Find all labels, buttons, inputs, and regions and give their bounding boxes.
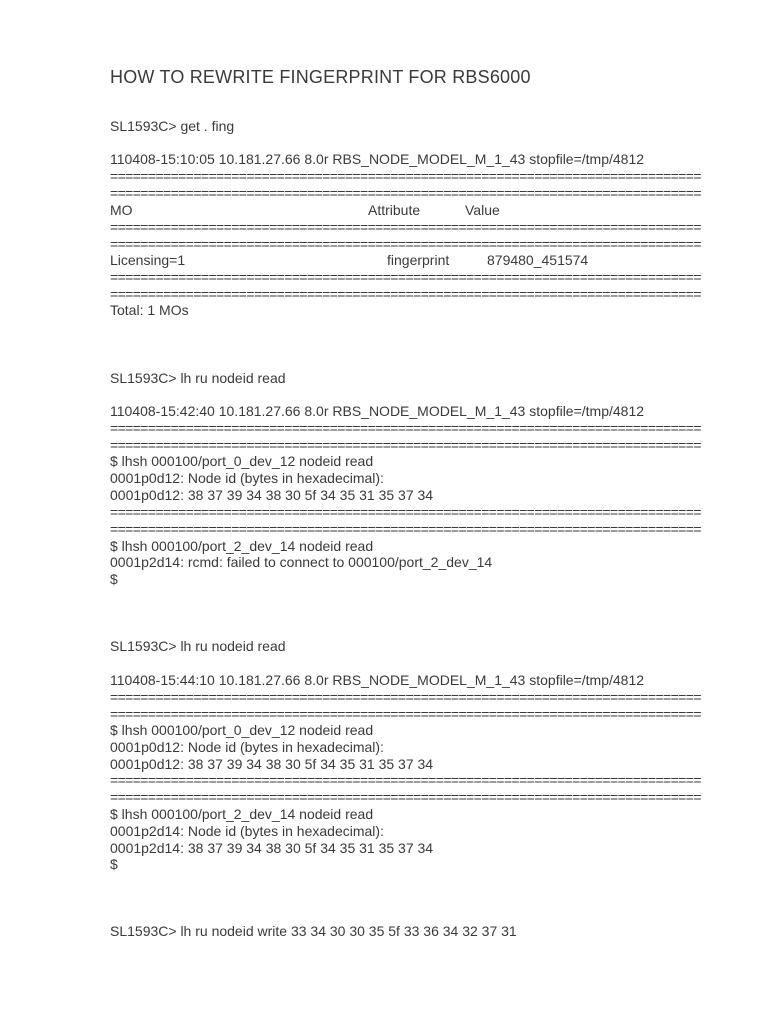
output-line: $ lhsh 000100/port_0_dev_12 nodeid read bbox=[110, 722, 374, 738]
command-line: SL1593C> lh ru nodeid write 33 34 30 30 35 5f 33 36 34 32 37 31 bbox=[110, 923, 517, 939]
separator-line: ============================================================================== bbox=[110, 219, 701, 235]
output-line: 0001p2d14: 38 37 39 34 38 30 5f 34 35 31 35 37 34 bbox=[110, 840, 434, 856]
page-title: HOW TO REWRITE FINGERPRINT FOR RBS6000 bbox=[110, 67, 531, 87]
separator-line: ============================================================================== bbox=[110, 706, 701, 722]
output-line: $ lhsh 000100/port_2_dev_14 nodeid read bbox=[110, 538, 374, 554]
separator-line: ============================================================================== bbox=[110, 420, 701, 436]
prompt-line: $ bbox=[110, 856, 118, 872]
output-line: 0001p2d14: Node id (bytes in hexadecimal): bbox=[110, 823, 384, 839]
total-line: Total: 1 MOs bbox=[110, 302, 189, 318]
separator-line: ============================================================================== bbox=[110, 789, 701, 805]
row-attribute: fingerprint bbox=[387, 252, 450, 268]
column-header-attribute: Attribute bbox=[368, 202, 421, 218]
output-header: 110408-15:42:40 10.181.27.66 8.0r RBS_NODE_MODEL_M_1_43 stopfile=/tmp/4812 bbox=[110, 403, 645, 419]
output-line: 0001p0d12: Node id (bytes in hexadecimal): bbox=[110, 470, 384, 486]
output-line: 0001p2d14: rcmd: failed to connect to 000100/port_2_dev_14 bbox=[110, 554, 493, 570]
output-header: 110408-15:44:10 10.181.27.66 8.0r RBS_NODE_MODEL_M_1_43 stopfile=/tmp/4812 bbox=[110, 672, 645, 688]
row-value: 879480_451574 bbox=[487, 252, 589, 268]
command-line: SL1593C> get . fing bbox=[110, 118, 235, 134]
document-page bbox=[110, 0, 710, 1024]
separator-line: ============================================================================== bbox=[110, 689, 701, 705]
separator-line: ============================================================================== bbox=[110, 772, 701, 788]
separator-line: ============================================================================== bbox=[110, 521, 701, 537]
command-line: SL1593C> lh ru nodeid read bbox=[110, 370, 286, 386]
output-line: 0001p0d12: Node id (bytes in hexadecimal): bbox=[110, 739, 384, 755]
separator-line: ============================================================================== bbox=[110, 168, 701, 184]
output-line: $ lhsh 000100/port_2_dev_14 nodeid read bbox=[110, 806, 374, 822]
output-line: 0001p0d12: 38 37 39 34 38 30 5f 34 35 31 35 37 34 bbox=[110, 756, 434, 772]
separator-line: ============================================================================== bbox=[110, 437, 701, 453]
separator-line: ============================================================================== bbox=[110, 185, 701, 201]
output-header: 110408-15:10:05 10.181.27.66 8.0r RBS_NODE_MODEL_M_1_43 stopfile=/tmp/4812 bbox=[110, 151, 645, 167]
separator-line: ============================================================================== bbox=[110, 236, 701, 252]
separator-line: ============================================================================== bbox=[110, 286, 701, 302]
separator-line: ============================================================================== bbox=[110, 269, 701, 285]
column-header-mo: MO bbox=[110, 202, 133, 218]
command-line: SL1593C> lh ru nodeid read bbox=[110, 638, 286, 654]
row-mo: Licensing=1 bbox=[110, 252, 186, 268]
output-line: $ lhsh 000100/port_0_dev_12 nodeid read bbox=[110, 453, 374, 469]
prompt-line: $ bbox=[110, 571, 118, 587]
separator-line: ============================================================================== bbox=[110, 504, 701, 520]
output-line: 0001p0d12: 38 37 39 34 38 30 5f 34 35 31 35 37 34 bbox=[110, 487, 434, 503]
column-header-value: Value bbox=[465, 202, 500, 218]
